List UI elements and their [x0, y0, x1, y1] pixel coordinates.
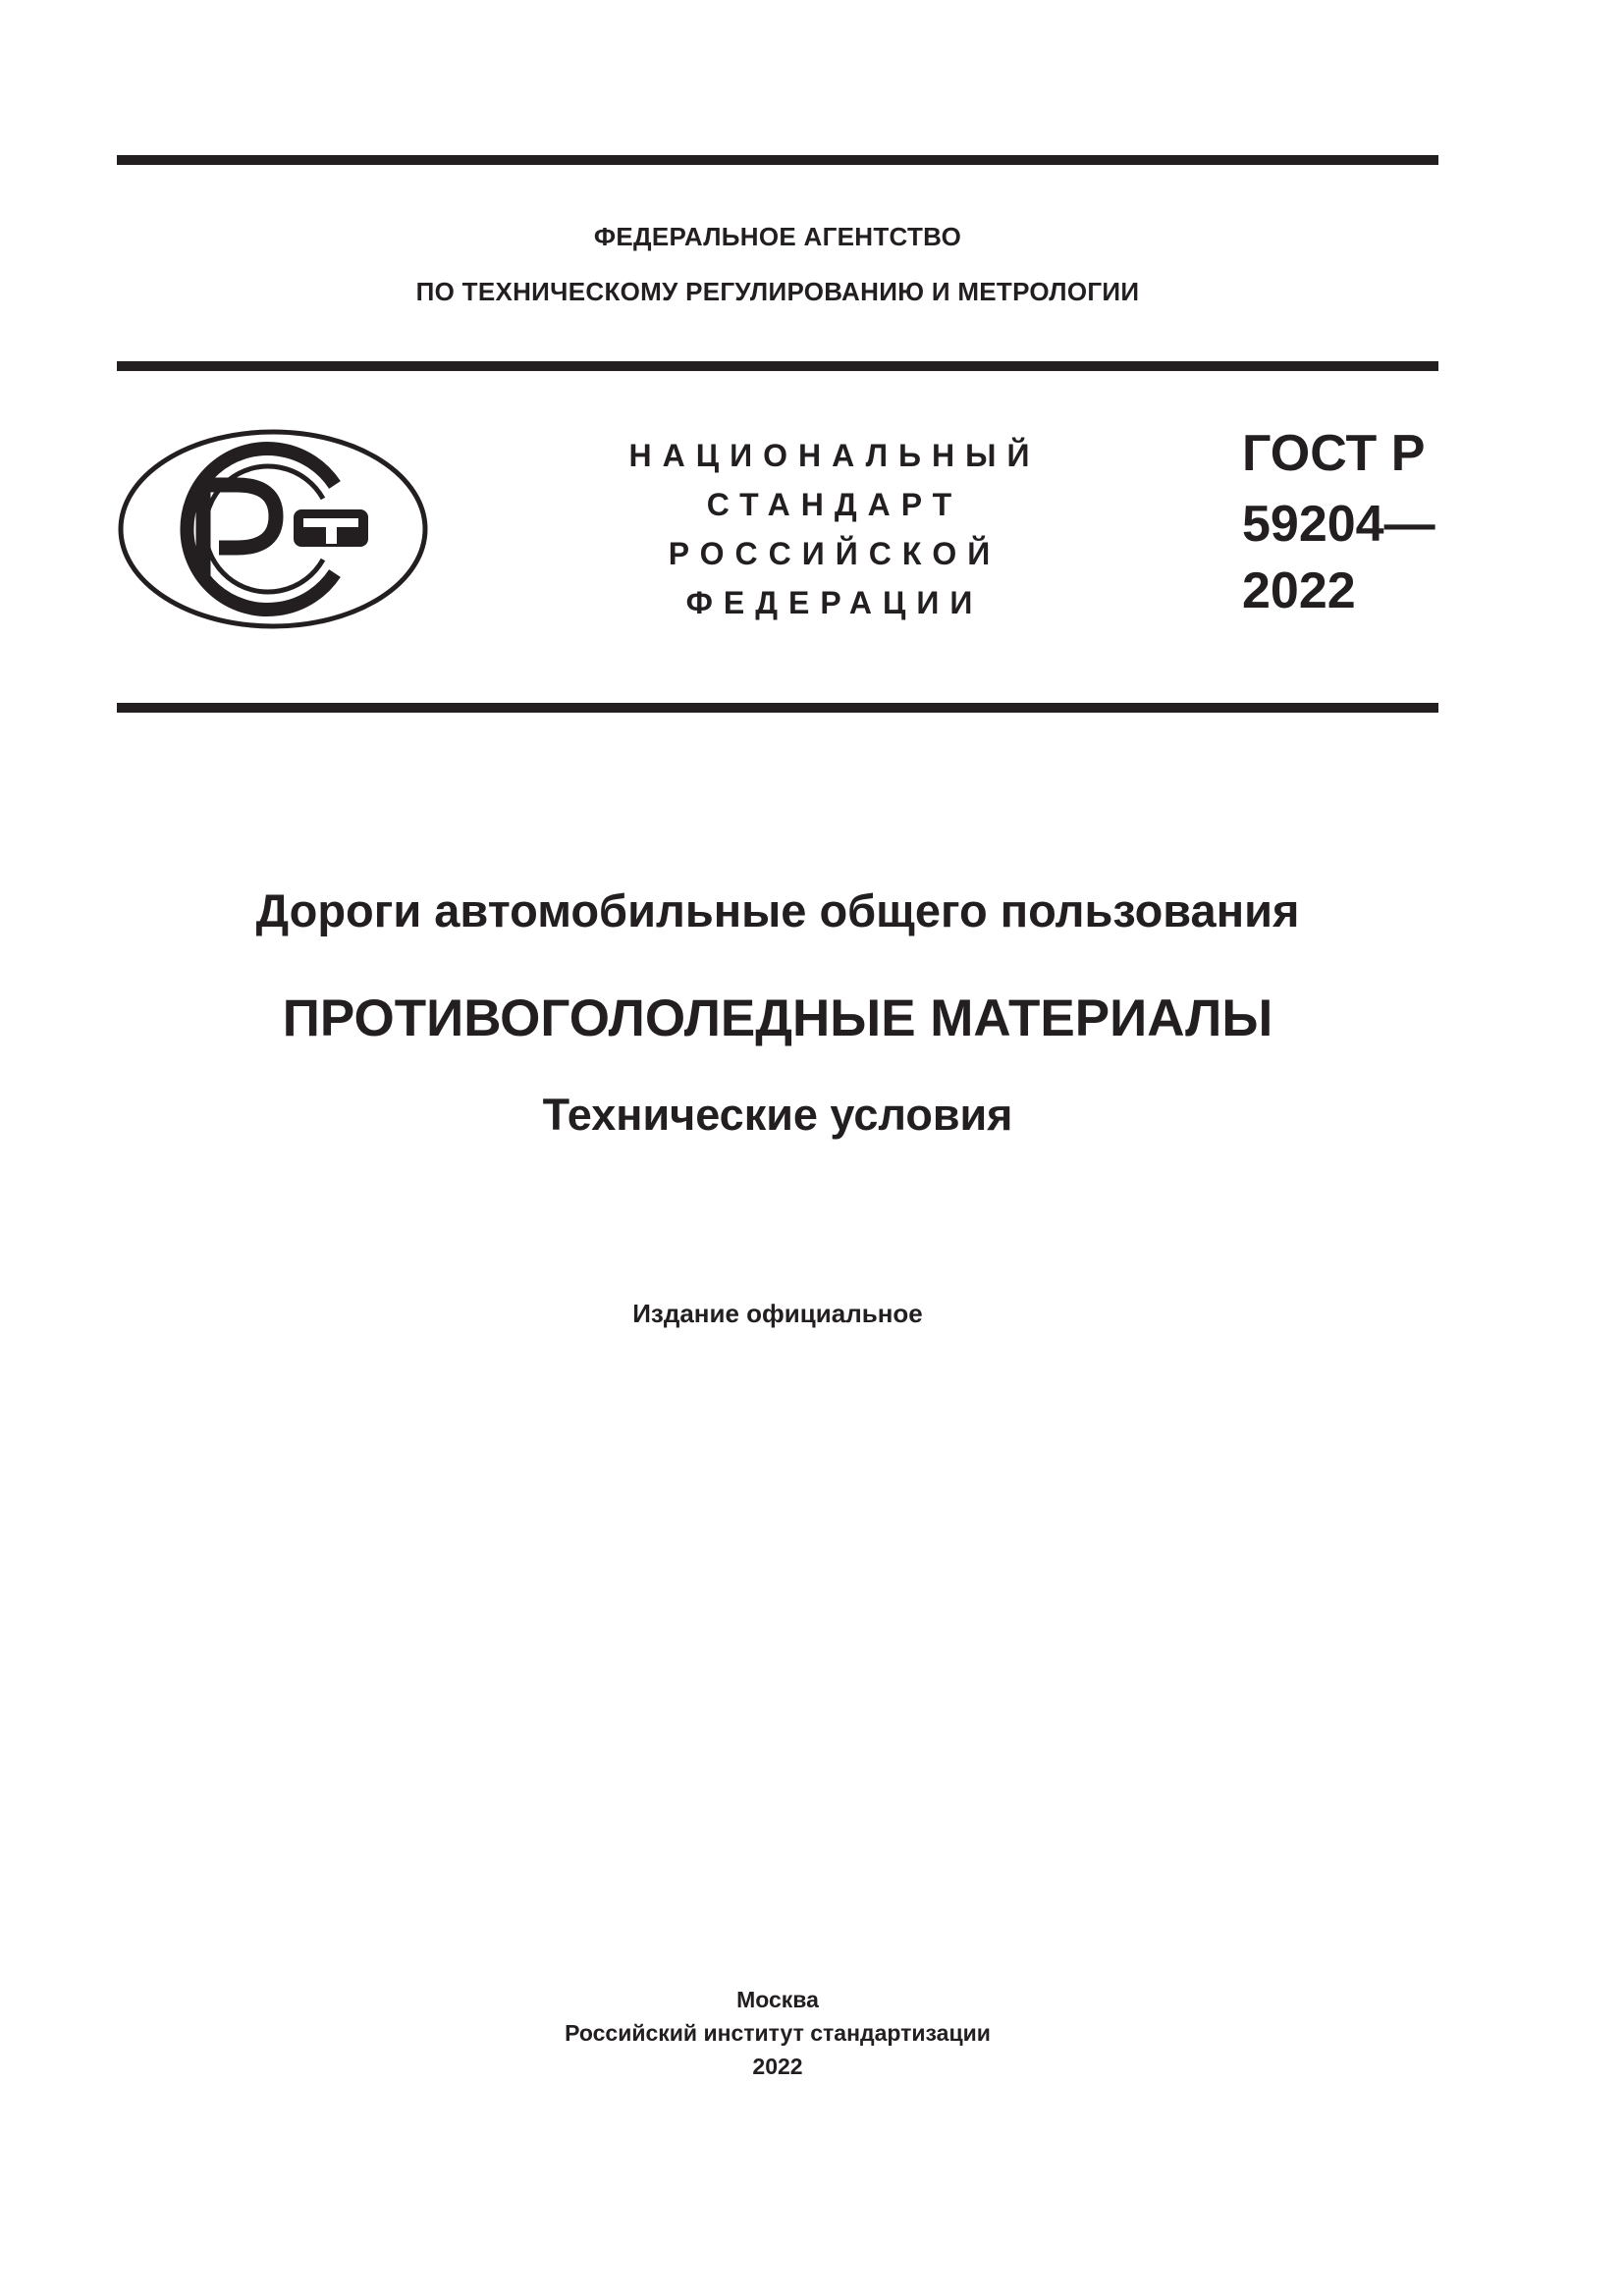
standard-designation-line: 59204—	[1242, 496, 1435, 553]
imprint-year: 2022	[752, 2054, 803, 2079]
agency-name-line2: ПО ТЕХНИЧЕСКОМУ РЕГУЛИРОВАНИЮ И МЕТРОЛОГИИ	[415, 277, 1140, 306]
top-rule	[117, 155, 1438, 165]
imprint-publisher: Российский институт стандартизации	[565, 2020, 991, 2046]
standard-designation-line: 2022	[1242, 562, 1356, 619]
national-standard-line: НАЦИОНАЛЬНЫЙ	[628, 438, 1041, 473]
imprint-city: Москва	[736, 1987, 819, 2012]
national-standard-line: ФЕДЕРАЦИИ	[685, 585, 984, 620]
middle-rule	[117, 361, 1438, 371]
edition-label: Издание официальное	[632, 1299, 923, 1328]
agency-name-line1: ФЕДЕРАЛЬНОЕ АГЕНТСТВО	[593, 222, 962, 251]
national-standard-line: РОССИЙСКОЙ	[668, 536, 1001, 571]
national-standard-line: СТАНДАРТ	[706, 487, 963, 522]
rst-logo-icon	[117, 428, 429, 630]
standard-designation-line: ГОСТ Р	[1242, 425, 1426, 482]
document-title: Дороги автомобильные общего пользования	[255, 884, 1300, 936]
document-subtitle: Технические условия	[542, 1090, 1013, 1140]
bottom-rule	[117, 703, 1438, 713]
document-subject: ПРОТИВОГОЛОЛЕДНЫЕ МАТЕРИАЛЫ	[282, 989, 1273, 1047]
